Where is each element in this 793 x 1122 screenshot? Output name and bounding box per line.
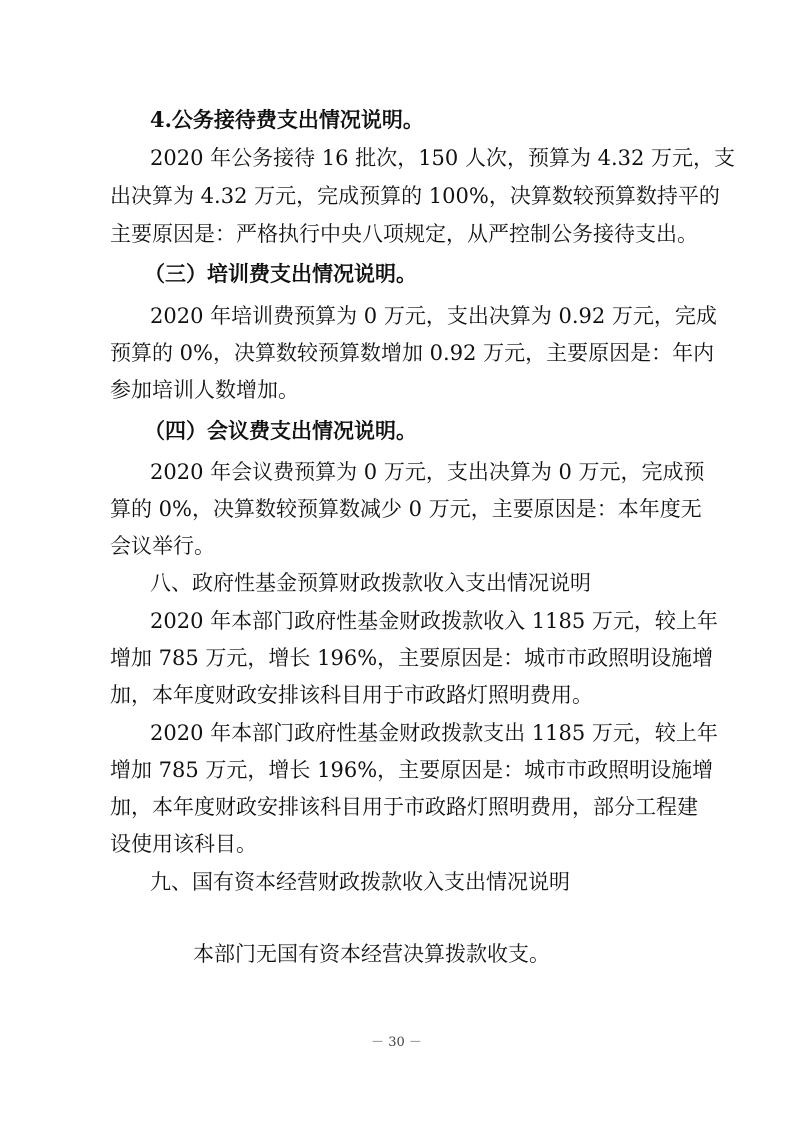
- paragraph-line: 出决算为 4.32 万元，完成预算的 100%，决算数较预算数持平的: [110, 184, 720, 208]
- page-number: － 30 －: [371, 1035, 422, 1050]
- paragraph-line: 2020 年本部门政府性基金财政拨款支出 1185 万元，较上年: [150, 721, 718, 745]
- paragraph-line: 增加 785 万元，增长 196%，主要原因是：城市市政照明设施增: [110, 758, 714, 782]
- paragraph-line: 预算的 0%，决算数较预算数增加 0.92 万元，主要原因是：年内: [110, 341, 715, 365]
- paragraph-line: 增加 785 万元，增长 196%，主要原因是：城市市政照明设施增: [110, 646, 714, 670]
- paragraph-line: 加，本年度财政安排该科目用于市政路灯照明费用。: [110, 683, 593, 707]
- section-heading-government-fund: 八、政府性基金预算财政拨款收入支出情况说明: [150, 571, 591, 595]
- paragraph-line: 本部门无国有资本经营决算拨款收支。: [193, 942, 550, 966]
- paragraph-line: 加，本年度财政安排该科目用于市政路灯照明费用，部分工程建: [110, 795, 698, 819]
- paragraph-line: 参加培训人数增加。: [110, 378, 299, 402]
- section-heading-reception: 4.公务接待费支出情况说明。: [150, 107, 424, 132]
- paragraph-line: 算的 0%，决算数较预算数减少 0 万元，主要原因是：本年度无: [110, 497, 702, 521]
- paragraph-line: 主要原因是：严格执行中央八项规定，从严控制公务接待支出。: [110, 222, 698, 246]
- paragraph-line: 2020 年本部门政府性基金财政拨款收入 1185 万元，较上年: [150, 609, 718, 633]
- paragraph-line: 设使用该科目。: [110, 832, 257, 856]
- section-heading-training: （三）培训费支出情况说明。: [144, 261, 417, 286]
- paragraph-line: 会议举行。: [110, 534, 215, 558]
- section-heading-meeting: （四）会议费支出情况说明。: [144, 418, 417, 443]
- section-heading-state-capital: 九、国有资本经营财政拨款收入支出情况说明: [150, 870, 570, 894]
- paragraph-line: 2020 年会议费预算为 0 万元，支出决算为 0 万元，完成预: [150, 460, 705, 484]
- paragraph-line: 2020 年公务接待 16 批次，150 人次，预算为 4.32 万元，支: [150, 146, 736, 170]
- paragraph-line: 2020 年培训费预算为 0 万元，支出决算为 0.92 万元，完成: [150, 304, 717, 328]
